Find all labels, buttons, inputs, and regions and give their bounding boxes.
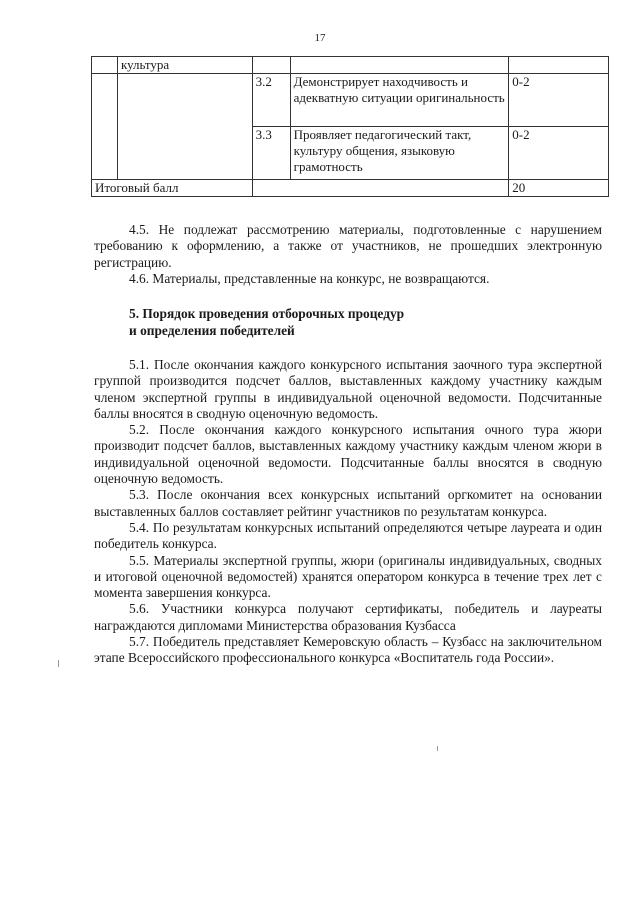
paragraph-4-5: 4.5. Не подлежат рассмотрению материалы, подготовленные с нарушением требованию к оформлению, а также от участников, не прошедших электронную регистрацию. (94, 222, 602, 270)
paragraph-4-6: 4.6. Материалы, представленные на конкурс, не возвращаются. (129, 270, 490, 286)
table-cell (92, 74, 118, 180)
criterion-name-tail: культура (117, 57, 252, 74)
table-cell (117, 74, 252, 180)
paragraph-5-7: 5.7. Победитель представляет Кемеровскую область – Кузбасс на заключительном этапе Всероссийского профессионального конкурса «Воспитатель года России». (94, 634, 602, 666)
table-cell (509, 57, 609, 74)
paragraph-5-5: 5.5. Материалы экспертной группы, жюри (оригиналы индивидуальных, сводных и итоговой оценочной ведомостей) хранятся оператором конкурса в течение трех лет с момента завершения конкурса. (94, 552, 602, 601)
table-row (92, 57, 609, 74)
section-5 (94, 306, 602, 339)
indicator-number: 3.3 (252, 127, 290, 180)
paragraph-5-4: 5.4. По результатам конкурсных испытаний определяются четыре лауреата и один победитель конкурса. (94, 519, 602, 552)
section-4-text (94, 222, 602, 287)
indicator-text: Проявляет педагогический такт, культуру общения, языковую грамотность (290, 127, 509, 180)
paragraph-5-6: 5.6. Участники конкурса получают сертификаты, победитель и лауреаты награждаются дипломами Министерства образования Кузбасса (94, 601, 602, 633)
section-heading-line-1: 5. Порядок проведения отборочных процедур (129, 306, 405, 321)
table-cell (252, 180, 509, 197)
page-number: 17 (314, 32, 326, 44)
total-value: 20 (509, 180, 609, 197)
scan-mark (437, 746, 438, 751)
table-row (92, 74, 609, 127)
paragraph-5-1: 5.1. После окончания каждого конкурсного испытания заочного тура экспертной группой производится подсчет баллов, выставленных каждому участнику каждым членом экспертной группы в индивидуальной оценочной ведомости. Подсчитанные баллы вносятся в сводную оценочную ведомость. (94, 357, 602, 421)
table-row (92, 180, 609, 197)
total-label: Итоговый балл (92, 180, 253, 197)
indicator-number: 3.2 (252, 74, 290, 127)
indicator-text: Демонстрирует находчивость и адекватную ситуации оригинальность (290, 74, 509, 127)
indicator-score: 0-2 (509, 74, 609, 127)
table-cell (252, 57, 290, 74)
scan-mark (58, 660, 59, 667)
indicator-score: 0-2 (509, 127, 609, 180)
paragraph-5-2: 5.2. После окончания каждого конкурсного испытания очного тура жюри производит подсчет баллов, выставленных каждому участнику каждым членом жюри в индивидуальной оценочной ведомости. Подсчитанные баллы вносятся в сводную оценочную ведомость. (94, 422, 602, 487)
section-heading-line-2: и определения победителей (129, 322, 295, 338)
criteria-table (91, 56, 609, 197)
section-5-text (94, 357, 602, 667)
table-cell (290, 57, 509, 74)
table-cell (92, 57, 118, 74)
paragraph-5-3: 5.3. После окончания всех конкурсных испытаний оргкомитет на основании выставленных баллов составляет рейтинг участников по результатам конкурса. (94, 487, 602, 519)
